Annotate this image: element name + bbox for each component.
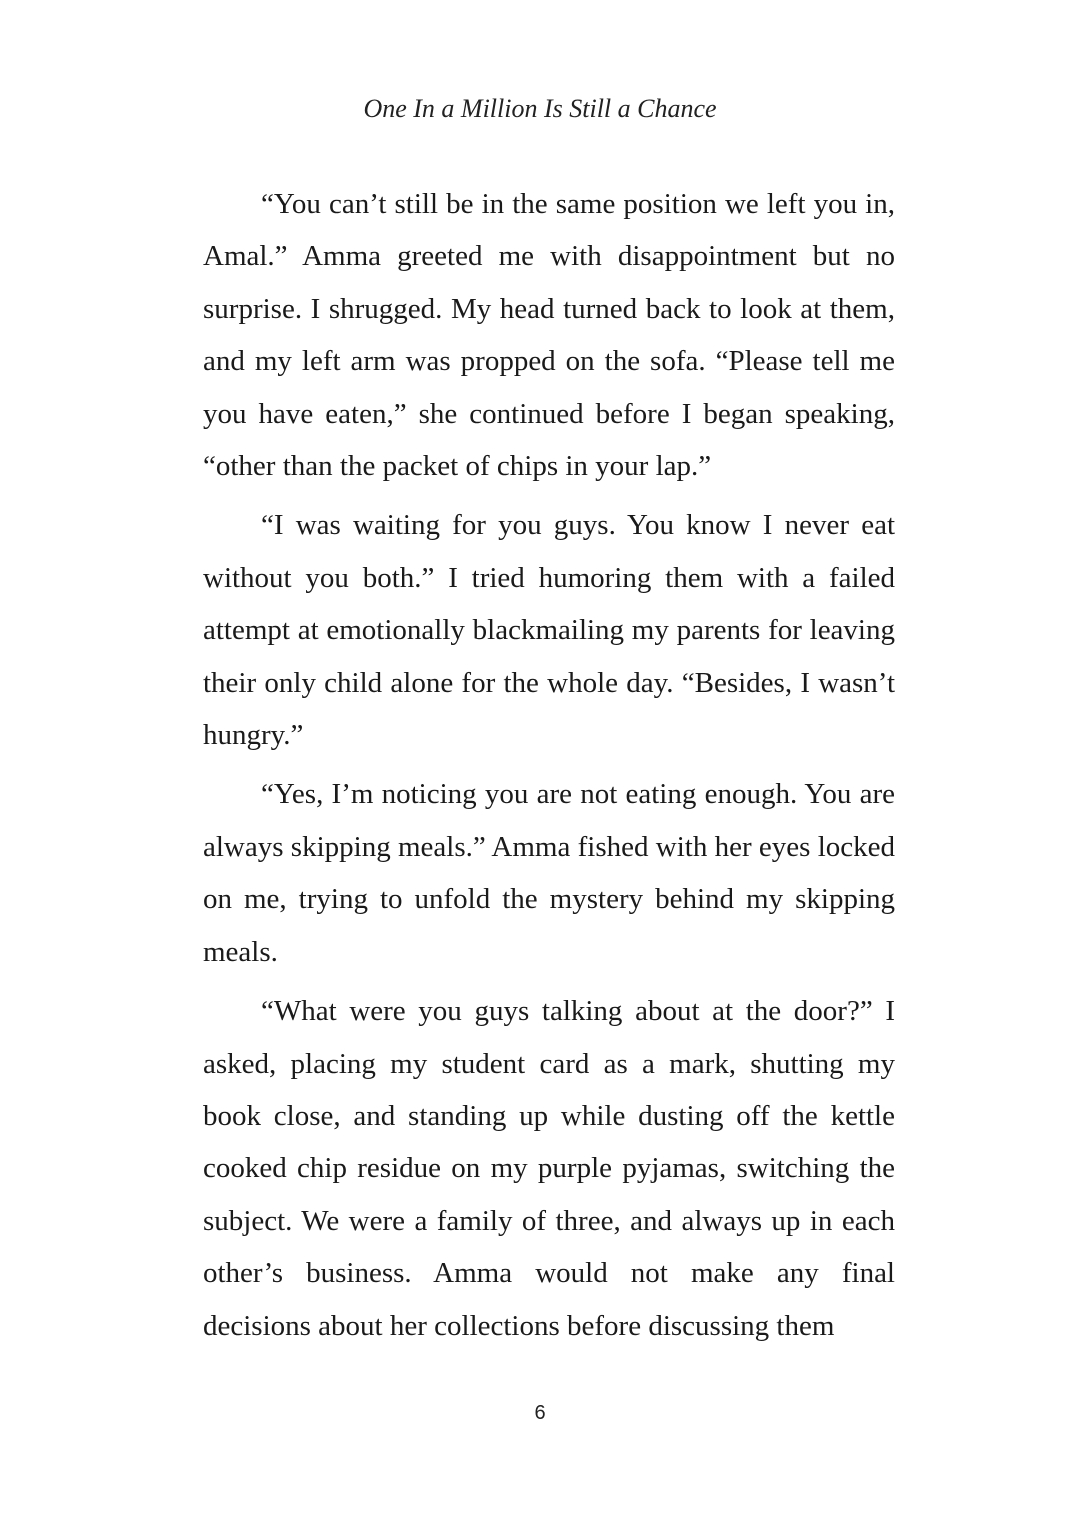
body-text — [203, 178, 895, 1359]
paragraph-1: “You can’t still be in the same position we left you in, Amal.” Amma greeted me with disappointment but no surprise. I shrugged. My head turned back to look at them, and my left arm was propped on the sofa. “Please tell me you have eaten,” she continued before I began speaking, “other than the packet of chips in your lap.” — [203, 188, 895, 483]
running-header: One In a Million Is Still a Chance — [363, 94, 717, 123]
paragraph-2: “I was waiting for you guys. You know I never eat without you both.” I tried humoring them with a failed attempt at emotionally blackmailing my parents for leaving their only child alone for the whole day. “Besides, I wasn’t hungry.” — [203, 509, 895, 752]
paragraph-3: “Yes, I’m noticing you are not eating enough. You are always skipping meals.” Amma fished with her eyes locked on me, trying to unfold the mystery behind my skipping meals. — [203, 778, 895, 968]
paragraph-4: “What were you guys talking about at the door?” I asked, placing my student card as a mark, shutting my book close, and standing up while dusting off the kettle cooked chip residue on my purple pyjamas, switching the subject. We were a family of three, and always up in each other’s business. Amma would not make any final decisions about her collections before discussing them — [203, 995, 895, 1342]
page-number: 6 — [534, 1402, 546, 1424]
